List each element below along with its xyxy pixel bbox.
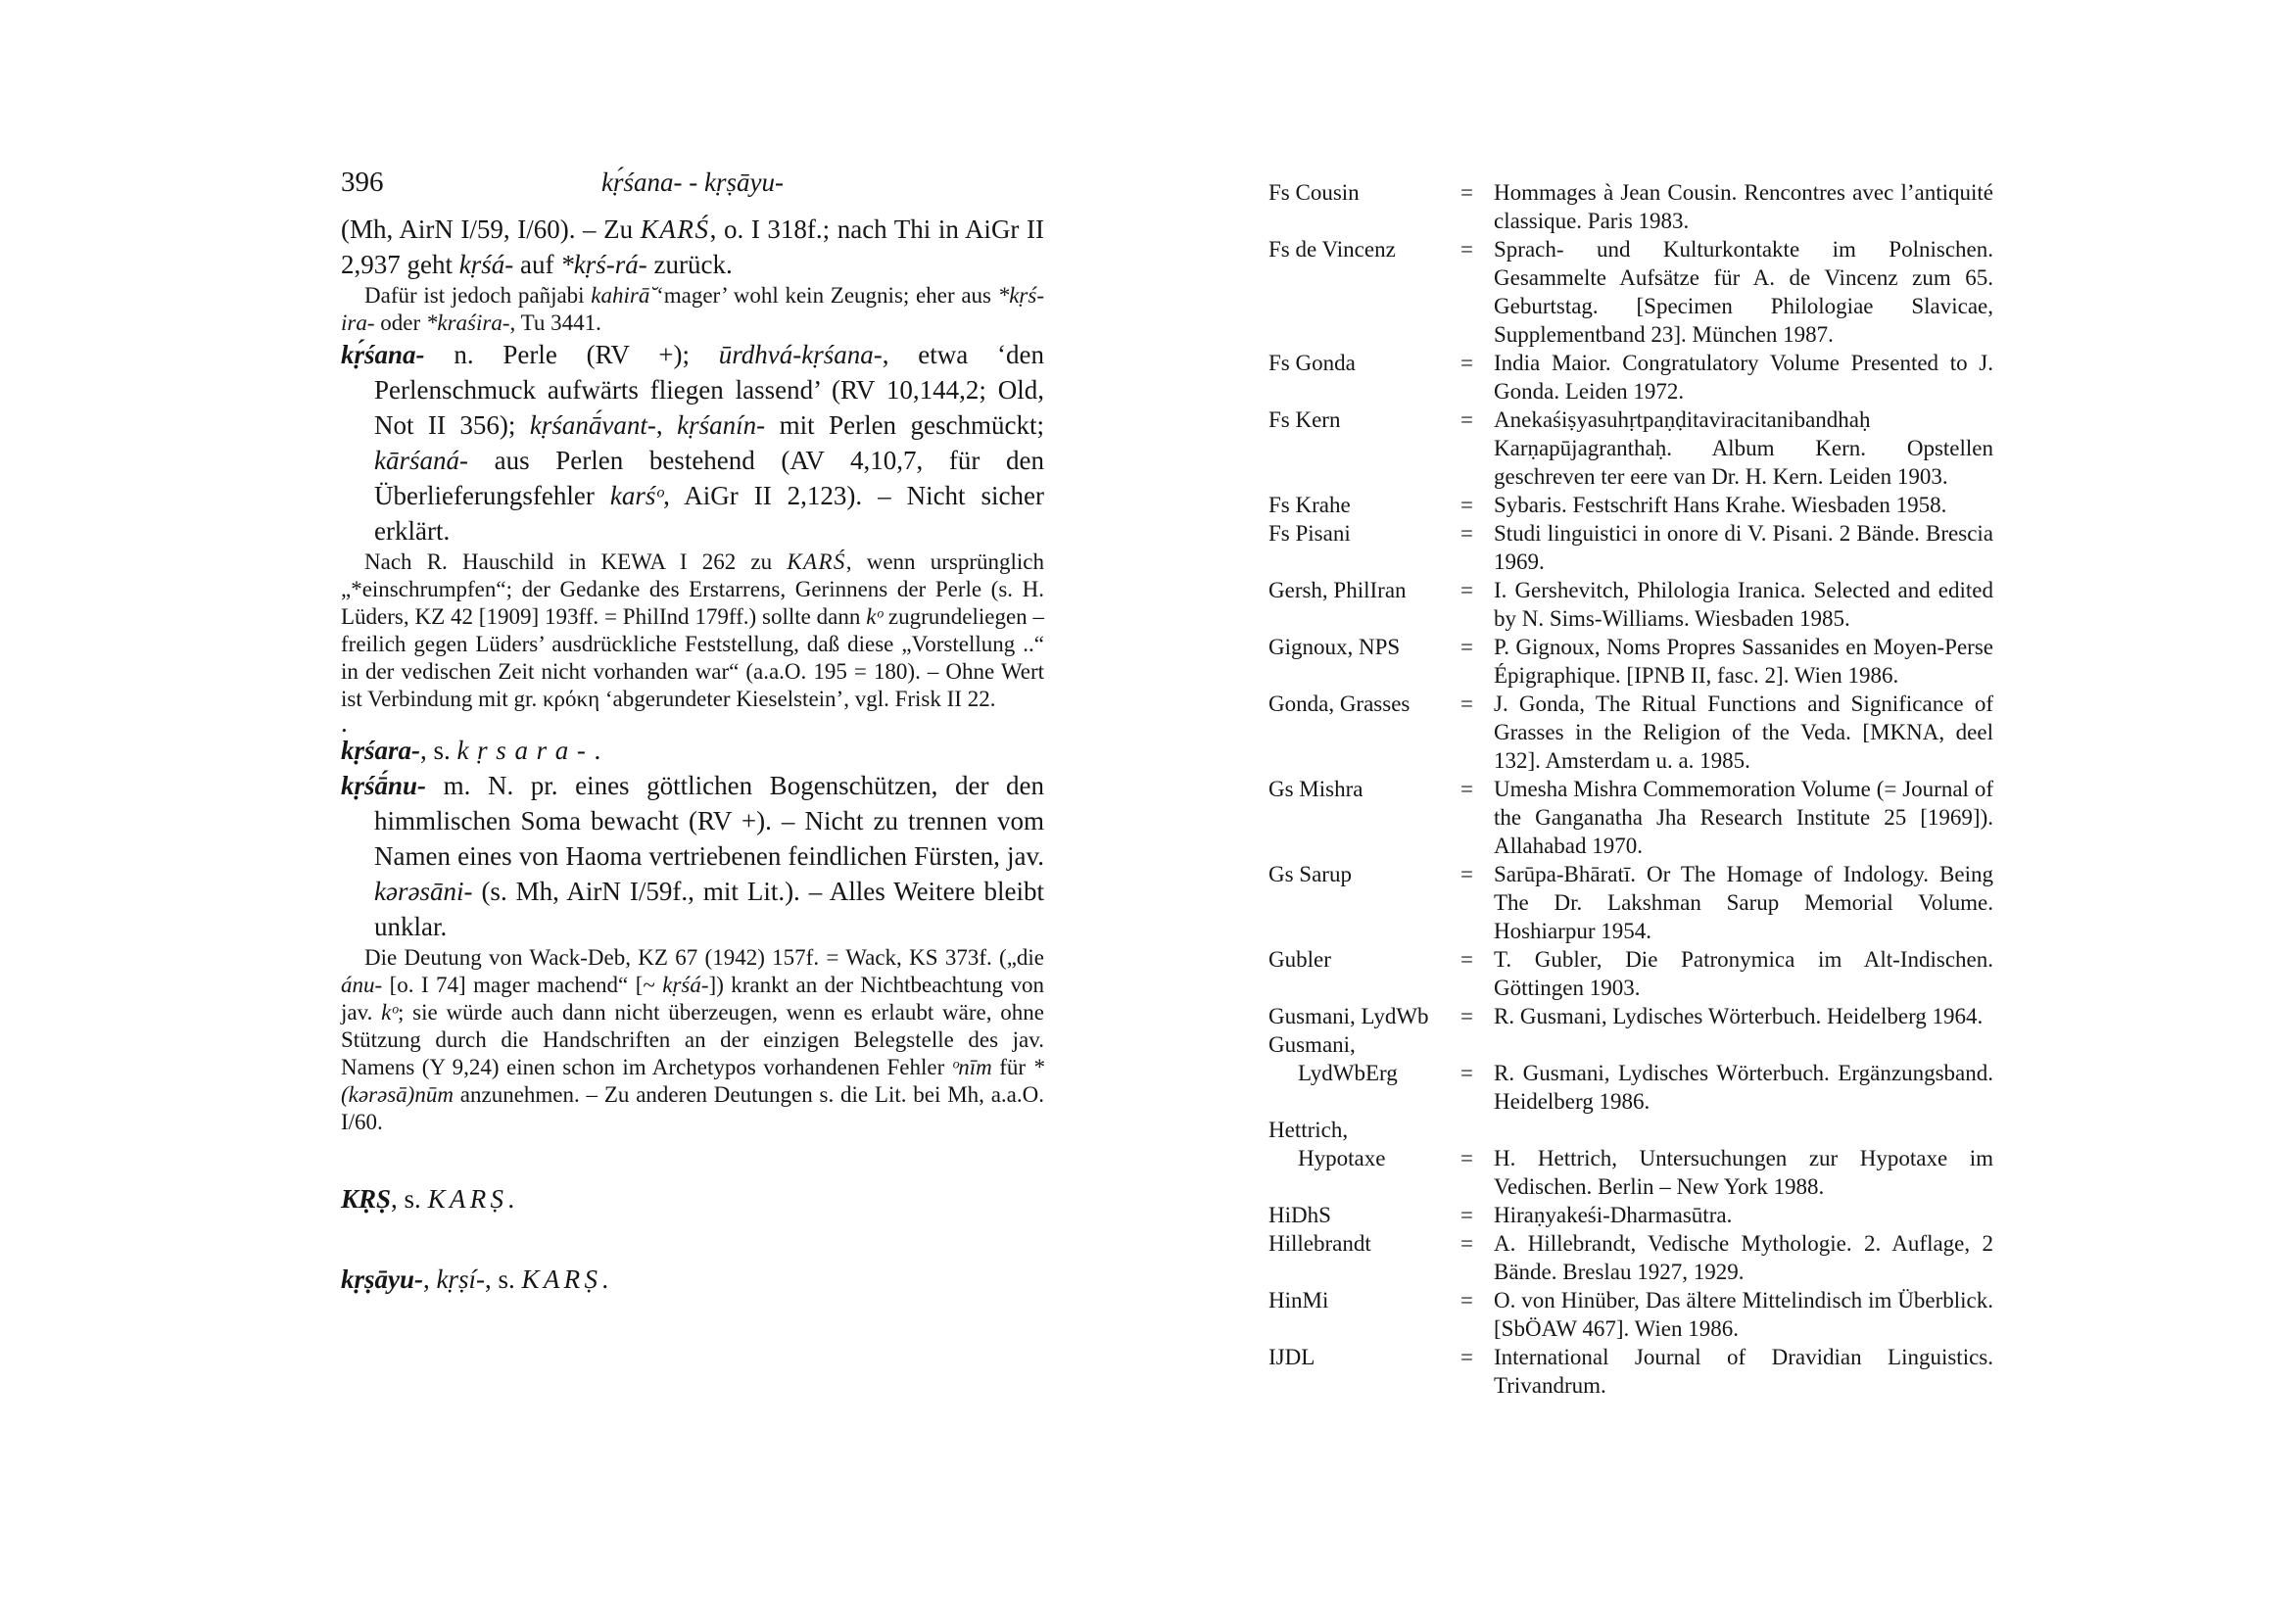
abbreviation-label xyxy=(1268,491,1460,519)
abbreviation-row xyxy=(1268,775,1993,860)
abbreviation-text: International Journal of Dravidian Linguistics. Trivandrum. xyxy=(1494,1345,1993,1398)
text-segment: ‘abgerundeter Kieselstein’, vgl. Frisk II 22. xyxy=(599,687,996,711)
dictionary-entry-krsana xyxy=(341,337,1044,549)
text-segment: , s. xyxy=(391,1184,428,1214)
abbreviation-text: Sybaris. Festschrift Hans Krahe. Wiesbaden 1958. xyxy=(1494,493,1947,517)
petit-note xyxy=(341,282,1044,337)
abbreviation-row xyxy=(1268,1002,1993,1030)
text-segment: KARṢ xyxy=(521,1264,602,1294)
text-segment: (Mh, AirN I/59, I/60). – Zu xyxy=(341,215,641,244)
text-segment: ]) krankt an der Nichtbeachtung von jav. xyxy=(341,973,1044,1025)
text-segment: kᵒ xyxy=(866,604,884,629)
abbreviation-text: Studi linguistici in onore di V. Pisani. 2 Bände. Brescia 1969. xyxy=(1494,521,1993,574)
dictionary-entry-krs xyxy=(341,1181,1044,1216)
abbreviation-label-line2: LydWbErg xyxy=(1298,1061,1398,1085)
equals-sign: = xyxy=(1460,1061,1473,1085)
equals-sign: = xyxy=(1460,1203,1473,1227)
text-segment: zugrundeliegen – freilich gegen Lüders’ ausdrückliche Feststellung, daß diese „Vorstellung ..“ in der vedischen Zeit nicht vorhanden war“ (a.a.O. 195 = 180). – Ohne Wert ist Verbindung mit gr. xyxy=(341,604,1044,711)
equals-sign: = xyxy=(1460,493,1473,517)
equals-sign: = xyxy=(1460,351,1473,375)
abbreviation-label-line1: HinMi xyxy=(1268,1288,1329,1312)
abbreviation-label xyxy=(1268,406,1460,491)
abbreviation-text: R. Gusmani, Lydisches Wörterbuch. Ergänzungsband. Heidelberg 1986. xyxy=(1494,1061,1993,1114)
equals-sign: = xyxy=(1460,180,1473,205)
text-segment: . xyxy=(601,1264,609,1294)
text-segment: kᵒ xyxy=(381,1000,398,1025)
abbreviation-label-line1: Fs Gonda xyxy=(1268,351,1356,375)
text-segment: , etwa ‘den Perlenschmuck aufwärts fliegen lassend’ (RV 10,144,2; Old, Not II 356); xyxy=(374,340,1044,440)
abbreviation-text: T. Gubler, Die Patronymica im Alt-Indischen. Göttingen 1903. xyxy=(1494,947,1993,1000)
abbreviation-label-line1: Fs Kern xyxy=(1268,407,1341,432)
abbreviation-label-line1: IJDL xyxy=(1268,1345,1315,1369)
text-segment: , xyxy=(655,410,678,440)
text-segment: kṛśá- xyxy=(458,250,514,279)
equals-sign: = xyxy=(1460,1146,1473,1170)
abbreviation-text: I. Gershevitch, Philologia Iranica. Selected and edited by N. Sims-Williams. Wiesbaden 1985. xyxy=(1494,578,1993,631)
abbreviation-label-line1: Gonda, Grasses xyxy=(1268,692,1411,716)
abbreviation-text: Sarūpa-Bhāratī. Or The Homage of Indology. Being The Dr. Lakshman Sarup Memorial Volume. Hoshiarpur 1954. xyxy=(1494,862,1993,943)
equals-sign: = xyxy=(1460,1004,1473,1028)
text-segment: *kraśira- xyxy=(425,310,510,335)
text-segment: Nach R. Hauschild in KEWA I 262 zu xyxy=(364,549,788,574)
abbreviation-label-line1: Gs Mishra xyxy=(1268,777,1363,801)
abbreviation-row xyxy=(1268,491,1993,519)
text-segment: *kṛś-ira- xyxy=(341,283,1044,335)
text-segment: kṛśanā́vant- xyxy=(529,410,656,440)
text-segment: (s. Mh, AirN I/59f., mit Lit.). – Alles Weitere bleibt unklar. xyxy=(374,877,1044,941)
text-segment: m. N. pr. eines göttlichen Bogenschützen, der den himmlischen Soma bewacht (RV +). – Nicht zu trennen vom Namen eines von Haoma vertriebenen feindlichen Fürsten, jav. xyxy=(374,771,1044,871)
text-segment: aus Perlen bestehend (AV 4,10,7, für den Überlieferungsfehler xyxy=(374,446,1044,510)
abbreviation-text: A. Hillebrandt, Vedische Mythologie. 2. Auflage, 2 Bände. Breslau 1927, 1929. xyxy=(1494,1231,1993,1284)
abbreviation-label xyxy=(1268,860,1460,945)
abbreviation-label-line1: Fs Krahe xyxy=(1268,493,1351,517)
abbreviation-label xyxy=(1268,775,1460,860)
text-segment: anzunehmen. – Zu anderen Deutungen s. die Lit. bei Mh, a.a.O. I/60. xyxy=(341,1082,1044,1134)
abbreviations-column xyxy=(1268,178,1993,1400)
abbreviation-label-line1: Fs Cousin xyxy=(1268,180,1360,205)
abbreviation-text: R. Gusmani, Lydisches Wörterbuch. Heidelberg 1964. xyxy=(1494,1004,1984,1028)
running-head: kṛ́śana- - kṛṣāyu- xyxy=(601,167,784,197)
abbreviation-row xyxy=(1268,1030,1993,1116)
text-segment: κρόκη xyxy=(542,687,600,711)
text-segment: ánu- xyxy=(341,973,383,997)
abbreviation-label-line1: HiDhS xyxy=(1268,1203,1331,1227)
equals-sign: = xyxy=(1460,692,1473,716)
abbreviation-label-line1: Gs Sarup xyxy=(1268,862,1352,886)
headword: kṛ́śana- xyxy=(341,340,425,369)
abbreviation-label xyxy=(1268,349,1460,406)
text-segment: für xyxy=(991,1055,1033,1079)
text-segment: zurück. xyxy=(646,250,733,279)
abbreviation-label xyxy=(1268,1343,1460,1400)
dictionary-text xyxy=(341,212,1044,1297)
abbreviation-row xyxy=(1268,406,1993,491)
text-segment: . xyxy=(341,708,348,738)
abbreviation-text: India Maior. Congratulatory Volume Presented to J. Gonda. Leiden 1972. xyxy=(1494,351,1993,404)
abbreviation-label-line1: Gersh, PhilIran xyxy=(1268,578,1407,602)
text-segment: auf xyxy=(513,250,561,279)
text-segment: KARŚ xyxy=(787,549,846,574)
text-segment: , o. I 318f.; nach Thi in AiGr II 2,937 geht xyxy=(341,215,1044,279)
abbreviation-label xyxy=(1268,1286,1460,1343)
text-segment: kṛṣí- xyxy=(436,1264,486,1294)
abbreviation-row xyxy=(1268,1116,1993,1201)
petit-note xyxy=(341,944,1044,1136)
equals-sign: = xyxy=(1460,407,1473,432)
headword: kṛśara- xyxy=(341,736,421,765)
abbreviation-label xyxy=(1268,1201,1460,1229)
abbreviation-label-line1: Gusmani, LydWb xyxy=(1268,1004,1429,1028)
text-segment: ‘mager’ wohl kein Zeugnis; eher aus xyxy=(649,283,998,308)
abbreviation-label xyxy=(1268,690,1460,775)
text-segment: kārśaná- xyxy=(374,446,468,475)
abbreviation-label xyxy=(1268,945,1460,1002)
separator-dot xyxy=(341,708,1044,738)
text-segment: karśᵒ xyxy=(609,481,664,510)
abbreviation-label-line1: Gignoux, NPS xyxy=(1268,635,1401,659)
abbreviation-row xyxy=(1268,1201,1993,1229)
abbreviation-label-line1: Gusmani, xyxy=(1268,1032,1356,1057)
text-segment: . xyxy=(594,736,601,765)
text-segment: kahirā̆ xyxy=(591,283,650,308)
abbreviation-row xyxy=(1268,945,1993,1002)
abbreviation-label xyxy=(1268,1030,1460,1116)
abbreviation-row xyxy=(1268,690,1993,775)
headword: kṛśā́nu- xyxy=(341,771,427,800)
equals-sign: = xyxy=(1460,521,1473,546)
abbreviation-label-line1: Hillebrandt xyxy=(1268,1231,1371,1256)
abbreviation-text: Umesha Mishra Commemoration Volume (= Journal of the Ganganatha Jha Research Institute 25 [1969]). Allahabad 1970. xyxy=(1494,777,1993,858)
abbreviation-label xyxy=(1268,576,1460,633)
abbreviation-row xyxy=(1268,235,1993,349)
text-segment: mit Perlen geschmückt; xyxy=(765,410,1044,440)
abbreviation-text: Hiraṇyakeśi-Dharmasūtra. xyxy=(1494,1203,1733,1227)
text-segment: *(kərəsā)nūm xyxy=(341,1055,1044,1107)
dictionary-entry-krsara xyxy=(341,733,1044,768)
text-segment: , Tu 3441. xyxy=(509,310,601,335)
text-segment: KARŚ xyxy=(640,215,710,244)
headword: kṛṣāyu- xyxy=(341,1264,424,1294)
abbreviation-row xyxy=(1268,633,1993,690)
continuation-paragraph xyxy=(341,212,1044,282)
abbreviation-label-line1: Gubler xyxy=(1268,947,1331,972)
abbreviation-text: Hommages à Jean Cousin. Rencontres avec l’antiquité classique. Paris 1983. xyxy=(1494,180,1993,233)
equals-sign: = xyxy=(1460,777,1473,801)
abbreviation-text: J. Gonda, The Ritual Functions and Significance of Grasses in the Religion of the Veda. [MKNA, deel 132]. Amsterdam u. a. 1985. xyxy=(1494,692,1993,773)
text-segment: Dafür ist jedoch pañjabi xyxy=(364,283,592,308)
equals-sign: = xyxy=(1460,947,1473,972)
equals-sign: = xyxy=(1460,578,1473,602)
abbreviation-row xyxy=(1268,576,1993,633)
equals-sign: = xyxy=(1460,1231,1473,1256)
abbreviation-text: P. Gignoux, Noms Propres Sassanides en Moyen-Perse Épigraphique. [IPNB II, fasc. 2]. Wien 1986. xyxy=(1494,635,1993,688)
abbreviation-label xyxy=(1268,235,1460,349)
page-header xyxy=(341,165,1044,206)
abbreviation-row xyxy=(1268,519,1993,576)
abbreviation-label xyxy=(1268,1116,1460,1201)
text-segment: , s. xyxy=(485,1264,522,1294)
headword: KṚṢ xyxy=(341,1184,392,1214)
abbreviation-label xyxy=(1268,178,1460,235)
abbreviation-text: H. Hettrich, Untersuchungen zur Hypotaxe im Vedischen. Berlin – New York 1988. xyxy=(1494,1146,1993,1199)
dictionary-entry-krsanu xyxy=(341,768,1044,944)
text-segment: kṛśanín- xyxy=(677,410,766,440)
abbreviation-label xyxy=(1268,633,1460,690)
text-segment: ūrdhvá-kṛśana- xyxy=(718,340,883,369)
text-segment: *kṛś-rá- xyxy=(560,250,647,279)
equals-sign: = xyxy=(1460,1288,1473,1312)
text-segment: . xyxy=(507,1184,515,1214)
abbreviation-text: O. von Hinüber, Das ältere Mittelindisch im Überblick. [SbÖAW 467]. Wien 1986. xyxy=(1494,1288,1993,1341)
text-segment: kərəsāni- xyxy=(374,877,473,906)
text-segment: KARṢ xyxy=(427,1184,508,1214)
text-segment: , s. xyxy=(420,736,457,765)
petit-note xyxy=(341,549,1044,713)
equals-sign: = xyxy=(1460,1345,1473,1369)
abbreviation-label-line1: Fs de Vincenz xyxy=(1268,237,1396,262)
abbreviation-label-line2: Hypotaxe xyxy=(1298,1146,1386,1170)
equals-sign: = xyxy=(1460,862,1473,886)
text-segment: ; sie würde auch dann nicht überzeugen, wenn es erlaubt wäre, ohne Stützung durch die Handschriften an der einzigen Belegstelle des jav. Namens (Y 9,24) einen schon im Archetypos vorhandenen Fehler xyxy=(341,1000,1044,1079)
text-segment: ᵒnīm xyxy=(951,1055,992,1079)
abbreviation-row xyxy=(1268,860,1993,945)
abbreviation-text: Anekaśiṣyasuhṛtpaṇḍitaviracitanibandhaḥ Karṇapūjagranthaḥ. Album Kern. Opstellen geschreven ter eere van Dr. H. Kern. Leiden 1903. xyxy=(1494,407,1993,489)
text-segment: oder xyxy=(374,310,426,335)
text-segment: , AiGr II 2,123). – Nicht sicher erklärt. xyxy=(374,481,1044,546)
equals-sign: = xyxy=(1460,237,1473,262)
abbreviation-label xyxy=(1268,1229,1460,1286)
abbreviation-row xyxy=(1268,1229,1993,1286)
abbreviation-text: Sprach- und Kulturkontakte im Polnischen. Gesammelte Aufsätze für A. de Vincenz zum 65. Geburtstag. [Specimen Philologiae Slavicae, Supplementband 23]. München 1987. xyxy=(1494,237,1993,347)
text-segment: kṛsara- xyxy=(456,736,595,765)
abbreviation-row xyxy=(1268,1286,1993,1343)
text-segment: kṛśá- xyxy=(662,973,709,997)
dictionary-entry-krsayu xyxy=(341,1262,1044,1297)
text-segment: n. Perle (RV +); xyxy=(424,340,719,369)
text-segment: [o. I 74] mager machend“ [~ xyxy=(382,973,663,997)
abbreviation-label xyxy=(1268,1002,1460,1030)
text-segment: , xyxy=(423,1264,437,1294)
abbreviation-row xyxy=(1268,349,1993,406)
abbreviation-label xyxy=(1268,519,1460,576)
abbreviation-label-line1: Fs Pisani xyxy=(1268,521,1351,546)
abbreviation-label-line1: Hettrich, xyxy=(1268,1118,1349,1142)
text-segment: Die Deutung von Wack-Deb, KZ 67 (1942) 157f. = Wack, KS 373f. („die xyxy=(364,945,1044,970)
page-number: 396 xyxy=(341,167,384,198)
text-segment: , wenn ursprünglich „*einschrumpfen“; der Gedanke des Erstarrens, Gerinnens der Perle (s. H. Lüders, KZ 42 [1909] 193ff. = PhilInd 179ff.) sollte dann xyxy=(341,549,1045,629)
abbreviation-row xyxy=(1268,178,1993,235)
equals-sign: = xyxy=(1460,635,1473,659)
left-column xyxy=(341,165,1044,1297)
abbreviation-row xyxy=(1268,1343,1993,1400)
